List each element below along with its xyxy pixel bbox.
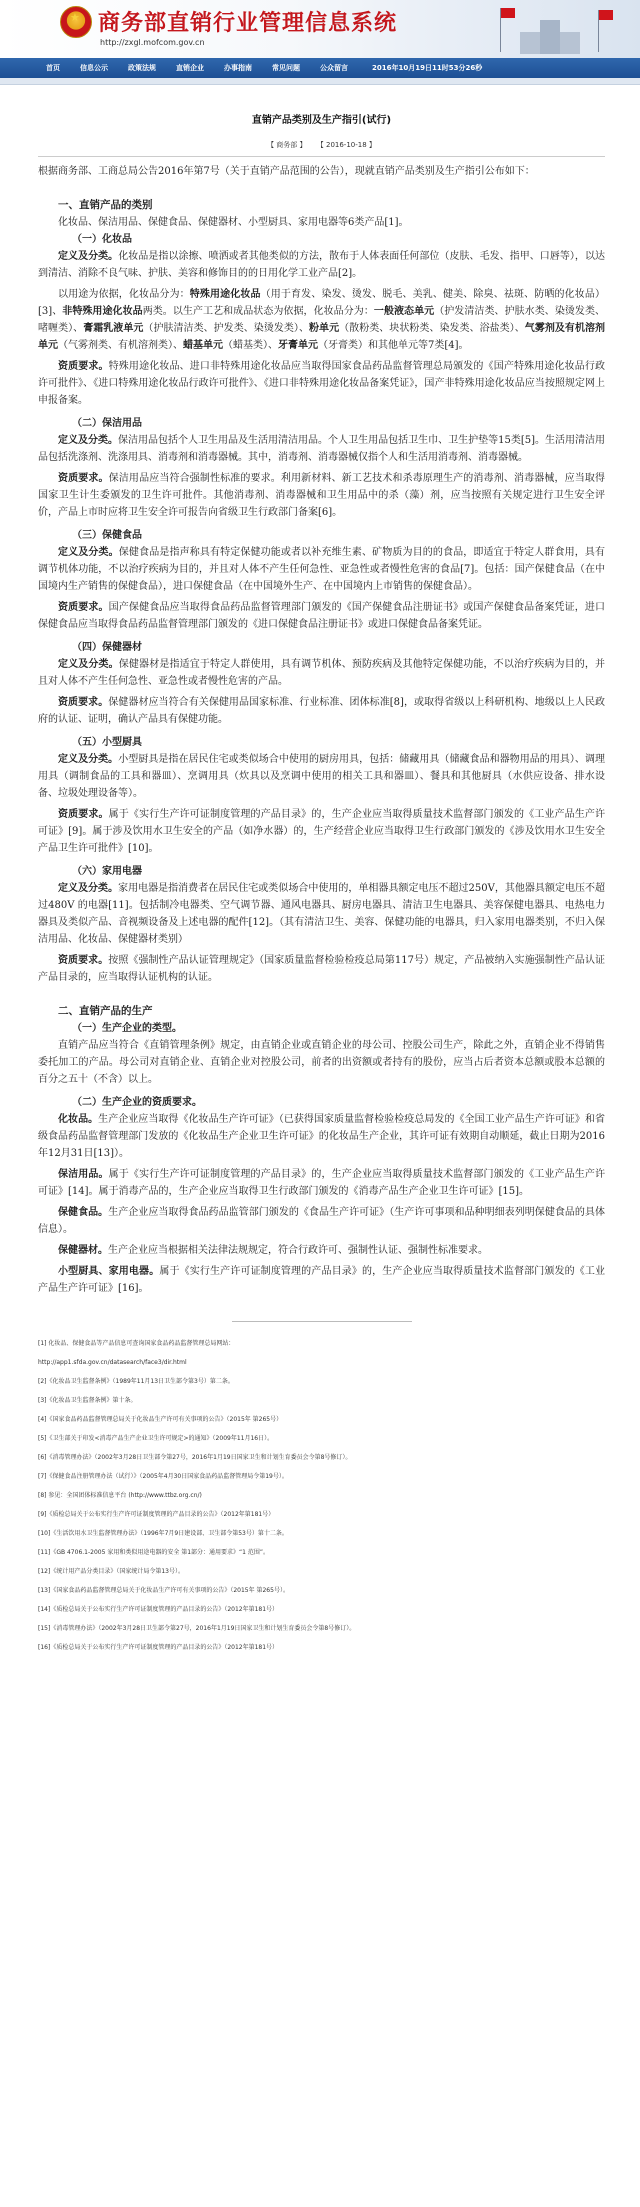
footnote: [9]《质检总局关于公布实行生产许可证制度管理的产品目录的公告》（2012年第181号） (38, 1511, 275, 1518)
category-cleaning-heading: （二）保洁用品 (72, 418, 142, 429)
footnote: [13]《国家食品药品监督管理总局关于化妆品生产许可有关事项的公告》（2015年 第265号）。 (38, 1587, 289, 1594)
category-kitchenware-heading: （五）小型厨具 (72, 737, 142, 748)
nav-faq[interactable]: 常见问题 (272, 64, 300, 72)
qualification-health-food: 保健食品。生产企业应当取得食品药品监管部门颁发的《食品生产许可证》（生产许可事项和品种明细表列明保健食品的具体信息）。 (38, 1207, 606, 1235)
article-date: 【 2016-10-18 】 (316, 141, 376, 149)
article-title: 直销产品类别及生产指引(试行) (251, 115, 392, 126)
kitchenware-requirements: 资质要求。属于《实行生产许可证制度管理的产品目录》的，生产企业应当取得质量技术监督部门颁发的《工业产品生产许可证》[9]。属于涉及饮用水卫生安全的产品（如净水器）的，生产经营企业应当取得卫生行政部门颁发的《涉及饮用水卫生安全产品卫生许可批件》[10]。 (38, 809, 606, 854)
nav-guide[interactable]: 办事指南 (224, 64, 252, 72)
footnote-divider (232, 1321, 412, 1322)
producer-type-text: 直销产品应当符合《直销管理条例》规定，由直销企业或直销企业的母公司、控股公司生产，除此之外，直销企业不得销售委托加工的产品。母公司对直销企业、直销企业对控股公司，前者的出资额或者持有的股份，应当占后者资本总额或股本总额的百分之五十（不含）以上。 (38, 1040, 605, 1085)
section-1-summary: 化妆品、保洁用品、保健食品、保健器材、小型厨具、家用电器等6类产品[1]。 (58, 217, 409, 228)
footnote: [3]《化妆品卫生监督条例》第十条。 (38, 1397, 137, 1404)
footnote: [4]《国家食品药品监督管理总局关于化妆品生产许可有关事项的公告》（2015年 第265号） (38, 1416, 283, 1423)
article-source: 【 商务部 】 (267, 141, 307, 149)
footnotes (38, 1340, 605, 1652)
footnote: [5]《卫生部关于印发<消毒产品生产企业卫生许可规定>的通知》（2009年11月16日）。 (38, 1435, 274, 1442)
flags-building-illustration (480, 6, 620, 54)
nav-home[interactable]: 首页 (46, 64, 60, 72)
qualification-cosmetics: 化妆品。生产企业应当取得《化妆品生产许可证》（已获得国家质量监督检验检疫总局发的《全国工业产品生产许可证》和省级食品药品监督管理部门发放的《化妆品生产企业卫生许可证》的化妆品生产企业，其许可证有效期自动顺延，截止日期为2016年12月31日[13]）。 (38, 1114, 606, 1159)
article-meta (38, 140, 605, 150)
category-health-equipment-heading: （四）保健器材 (72, 642, 142, 653)
category-appliances-heading: （六）家用电器 (72, 866, 142, 877)
category-health-food-heading: （三）保健食品 (72, 530, 142, 541)
national-emblem-icon: ★ (60, 6, 92, 38)
footnote-link[interactable]: http://app1.sfda.gov.cn/datasearch/face3/dir.html (38, 1359, 187, 1366)
footnote: [11]《GB 4706.1-2005 家用和类似用途电器的安全 第1部分：通用要求》“1 范围”。 (38, 1549, 269, 1556)
footnote: [14]《质检总局关于公布实行生产许可证制度管理的产品目录的公告》（2012年第181号） (38, 1606, 279, 1613)
footnote: [7]《保健食品注册管理办法（试行）》（2005年4月30日国家食品药品监督管理局令第19号）。 (38, 1473, 288, 1480)
site-title[interactable]: 商务部直销行业管理信息系统 (98, 11, 398, 36)
category-cosmetics-heading: （一）化妆品 (72, 234, 132, 245)
footnote: [12]《统计用产品分类目录》（国家统计局令第13号）。 (38, 1568, 184, 1575)
qualification-kitchen-appliances: 小型厨具、家用电器。属于《实行生产许可证制度管理的产品目录》的，生产企业应当取得质量技术监督部门颁发的《工业产品生产许可证》[16]。 (38, 1266, 606, 1294)
site-url: http://zxgl.mofcom.gov.cn (100, 38, 205, 47)
section-1-heading: 一、直销产品的类别 (58, 199, 153, 211)
qualification-cleaning: 保洁用品。属于《实行生产许可证制度管理的产品目录》的，生产企业应当取得质量技术监督部门颁发的《工业产品生产许可证》[14]。属于消毒产品的，生产企业应当取得卫生行政部门颁发的《消毒产品生产企业卫生许可证》[15]。 (38, 1169, 606, 1197)
footnote: [2]《化妆品卫生监督条例》（1989年11月13日卫生部令第3号）第二条。 (38, 1378, 234, 1385)
health-food-definition: 定义及分类。保健食品是指声称具有特定保健功能或者以补充维生素、矿物质为目的的食品，即适宜于特定人群食用，具有调节机体功能，不以治疗疾病为目的，并且对人体不产生任何急性、亚急性或者慢性危害的食品[7]。包括：国产保健食品（在中国境内生产销售的保健食品），进口保健食品（在中国境外生产、在中国境内上市销售的保健食品）。 (38, 547, 606, 592)
footnote: [1] 化妆品、保健食品等产品信息可查询国家食品药品监督管理总局网站： (38, 1340, 235, 1347)
footnote: [15]《消毒管理办法》（2002年3月28日卫生部令第27号，2016年1月19日国家卫生和计划生育委员会令第8号修订）。 (38, 1625, 356, 1632)
appliances-requirements: 资质要求。按照《强制性产品认证管理规定》（国家质量监督检验检疫总局第117号）规定，产品被纳入实施强制性产品认证产品目录的，应当取得认证机构的认证。 (38, 955, 605, 983)
cleaning-requirements: 资质要求。保洁用品应当符合强制性标准的要求。利用新材料、新工艺技术和杀毒原理生产的消毒剂、消毒器械，应当取得国家卫生计生委颁发的卫生许可批件。其他消毒剂、消毒器械和卫生用品中的杀（藻）剂，应当按照有关规定进行卫生安全评价，产品上市时应将卫生安全许可报告向省级卫生行政部门备案[6]。 (38, 473, 606, 518)
article (0, 111, 640, 1652)
footnote: [16]《质检总局关于公布实行生产许可证制度管理的产品目录的公告》（2012年第181号） (38, 1644, 279, 1651)
appliances-definition: 定义及分类。家用电器是指消费者在居民住宅或类似场合中使用的，单相器具额定电压不超过250V，其他器具额定电压不超过480V 的电器[11]。包括制冷电器类、空气调节器、通风电器具、厨房电器具、清洁卫生电器具、美容保健电器具、电热电力器具及类似产品、音视频设备及上述电器的配件[12]。（其有清洁卫生、美容、保健功能的电器具，归入家用电器类别，不归入保洁用品、化妆品、保健器材类别） (38, 883, 606, 945)
kitchenware-definition: 定义及分类。小型厨具是指在居民住宅或类似场合中使用的厨房用具，包括：储藏用具（储藏食品和器物用品的用具）、调理用具（调制食品的工具和器皿）、烹调用具（炊具以及烹调中使用的相关工具和器皿）、餐具和其他厨具（水供应设备、排水设备、垃圾处理设备等）。 (38, 754, 606, 799)
nav-subline (0, 78, 640, 85)
cosmetics-classification: 以用途为依据，化妆品分为：特殊用途化妆品（用于育发、染发、烫发、脱毛、美乳、健美、除臭、祛斑、防晒的化妆品）[3]、非特殊用途化妆品两类。以生产工艺和成品状态为依据，化妆品分为：一般液态单元（护发清洁类、护肤水类、染烫发类、啫喱类）、膏霜乳液单元（护肤清洁类、护发类、染烫发类）、粉单元（散粉类、块状粉类、染发类、浴盐类）、气雾剂及有机溶剂单元（气雾剂类、有机溶剂类）、蜡基单元（蜡基类）、牙膏单元（牙膏类）和其他单元等7类[4]。 (38, 289, 606, 351)
intro-paragraph: 根据商务部、工商总局公告2016年第7号（关于直销产品范围的公告），现就直销产品类别及生产指引公布如下： (38, 166, 535, 177)
footnote: [8] 参见：全国团体标准信息平台 (http://www.ttbz.org.cn/) (38, 1492, 202, 1499)
health-equipment-definition: 定义及分类。保健器材是指适宜于特定人群使用，具有调节机体、预防疾病及其他特定保健功能，不以治疗疾病为目的，并且对人体不产生任何急性、亚急性或者慢性危害的产品。 (38, 659, 606, 687)
nav-info-public[interactable]: 信息公示 (80, 64, 108, 72)
qualification-health-equipment: 保健器材。生产企业应当根据相关法律法规规定，符合行政许可、强制性认证、强制性标准要求。 (58, 1245, 488, 1256)
footnote: [10]《生活饮用水卫生监督管理办法》（1996年7月9日建设部、卫生部令第53号）第十二条。 (38, 1530, 288, 1537)
health-food-requirements: 资质要求。国产保健食品应当取得食品药品监督管理部门颁发的《国产保健食品注册证书》或国产保健食品备案凭证，进口保健食品应当取得食品药品监督管理部门颁发的《进口保健食品注册证书》或进口保健食品备案凭证。 (38, 602, 606, 630)
cleaning-definition: 定义及分类。保洁用品包括个人卫生用品及生活用清洁用品。个人卫生用品包括卫生巾、卫生护垫等15类[5]。生活用清洁用品包括洗涤剂、洗涤用具、消毒剂和消毒器械。其中，消毒剂、消毒器械仅指个人和生活用消毒剂、消毒器械。 (38, 435, 606, 463)
section-2-heading: 二、直销产品的生产 (58, 1005, 153, 1017)
title-divider (38, 156, 605, 157)
footnote: [6]《消毒管理办法》（2002年3月28日卫生部令第27号，2016年1月19日国家卫生和计划生育委员会令第8号修订）。 (38, 1454, 352, 1461)
cosmetics-definition: 定义及分类。化妆品是指以涂擦、喷洒或者其他类似的方法，散布于人体表面任何部位（皮肤、毛发、指甲、口唇等），以达到清洁、消除不良气味、护肤、美容和修饰目的的日用化学工业产品[2]。 (38, 251, 606, 279)
nav-companies[interactable]: 直销企业 (176, 64, 204, 72)
cosmetics-requirements: 资质要求。特殊用途化妆品、进口非特殊用途化妆品应当取得国家食品药品监督管理总局颁发的《国产特殊用途化妆品行政许可批件》、《进口特殊用途化妆品行政许可批件》、《进口非特殊用途化妆品备案凭证》，国产非特殊用途化妆品应当按照规定网上申报备案。 (38, 361, 606, 406)
nav-messages[interactable]: 公众留言 (320, 64, 348, 72)
producer-type-heading: （一）生产企业的类型。 (72, 1023, 182, 1034)
current-datetime: 2016年10月19日11时53分26秒 (372, 64, 483, 72)
nav-policies[interactable]: 政策法规 (128, 64, 156, 72)
producer-qualification-heading: （二）生产企业的资质要求。 (72, 1097, 202, 1108)
health-equipment-requirements: 资质要求。保健器材应当符合有关保健用品国家标准、行业标准、团体标准[8]，或取得省级以上科研机构、地级以上人民政府的认证、证明，确认产品具有保健功能。 (38, 697, 606, 725)
site-banner (0, 0, 640, 58)
main-nav (0, 58, 640, 78)
